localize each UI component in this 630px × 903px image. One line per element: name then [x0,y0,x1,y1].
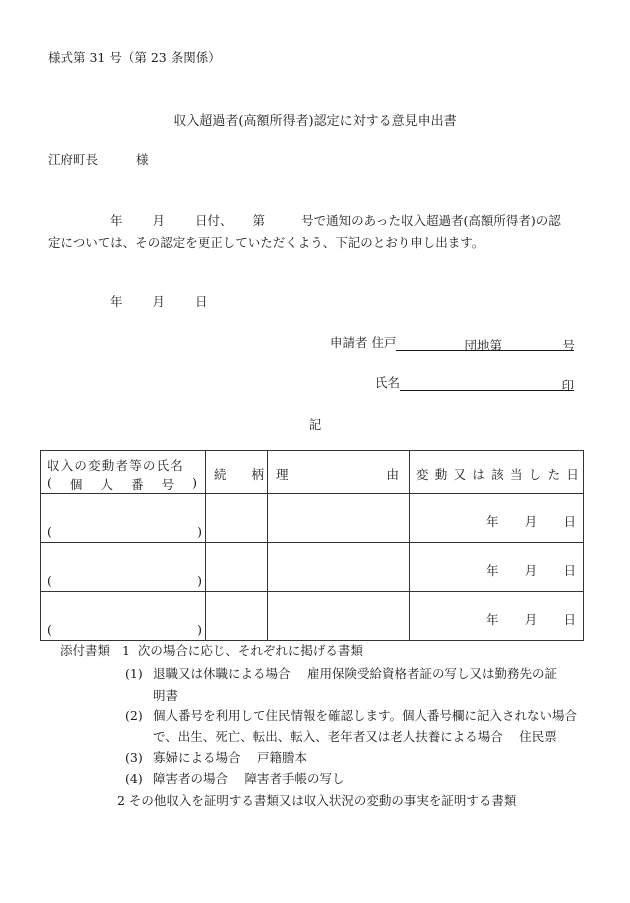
cell-reason[interactable] [268,543,410,592]
attachment-sub-3: (3) 寡婦による場合 戸籍謄本 [125,750,307,765]
attachments-item2: 2 その他収入を証明する書類又は収入状況の変動の事実を証明する書類 [117,793,517,808]
table-row [41,592,584,641]
attachments-label: 添付書類 [60,643,111,658]
attachment-sub-2: (2) 個人番号を利用して住民情報を確認します。個人番号欄に記入されない場合 [125,708,578,723]
cell-name[interactable]: ( ) [41,543,206,592]
attachments-item1-num: 1 [122,643,130,658]
body-day-given: 日付、 [195,213,233,228]
attachment-sub-1: (1) 退職又は休職による場合 雇用保険受給資格者証の写し又は勤務先の証 [125,666,557,681]
cell-reason[interactable] [268,494,410,543]
applicant-line [330,333,574,351]
header-name-line1: 収入の変動者等の氏名 [47,458,185,473]
cell-date[interactable]: 年 月 日 [410,543,584,592]
ki-mark: 記 [308,417,322,432]
header-reason: 理 由 [268,451,410,494]
table-row [41,543,584,592]
cell-name[interactable]: ( ) [41,592,206,641]
seal-label: 印 [561,378,575,393]
addressee-suffix: 様 [136,152,149,167]
cell-relation[interactable] [206,494,268,543]
cell-date[interactable]: 年 月 日 [410,592,584,641]
body-month: 月 [152,213,166,228]
header-name [41,451,206,494]
table-header-row [41,451,584,494]
body-line-2: 定については、その認定を更正していただくよう、下記のとおり申し出ます。 [48,235,485,250]
attachment-sub-2-cont: で、出生、死亡、転出、転入、老年者又は老人扶養による場合 住民票 [153,729,557,744]
housing-field[interactable] [396,336,574,351]
document-title: 収入超過者(高額所得者)認定に対する意見申出書 [173,114,457,129]
body-line-1 [48,211,561,229]
name-label: 氏名 [375,375,401,390]
cell-relation[interactable] [206,543,268,592]
attachment-sub-1-cont: 明書 [153,688,179,703]
body-line1-rest: 号で通知のあった収入超過者(高額所得者)の認 [301,213,561,228]
header-name-line2: ( 個 人 番 号 ) [47,475,197,492]
name-line [375,373,574,391]
date-line [110,292,208,310]
cell-name[interactable]: ( ) [41,494,206,543]
addressee [48,150,149,168]
cell-relation[interactable] [206,592,268,641]
name-field[interactable] [400,376,574,391]
header-relation: 続 柄 [206,451,268,494]
form-number: 様式第 31 号（第 23 条関係） [48,50,221,65]
danchi-label: 団地第 [464,338,502,353]
header-date: 変 動 又 は 該 当 し た 日 [410,451,584,494]
date-month: 月 [152,294,166,309]
body-year: 年 [110,213,123,228]
cell-date[interactable]: 年 月 日 [410,494,584,543]
change-table [40,450,584,641]
body-dai: 第 [252,213,266,228]
date-year: 年 [110,294,123,309]
table-row [41,494,584,543]
go-label: 号 [562,338,575,353]
addressee-name: 江府町長 [48,152,99,167]
attachments-item1-text: 次の場合に応じ、それぞれに掲げる書類 [137,643,363,658]
cell-reason[interactable] [268,592,410,641]
attachment-sub-4: (4) 障害者の場合 障害者手帳の写し [125,771,345,786]
date-day: 日 [195,294,208,309]
attachments-heading [60,641,363,659]
applicant-label: 申請者 住戸 [330,335,397,350]
